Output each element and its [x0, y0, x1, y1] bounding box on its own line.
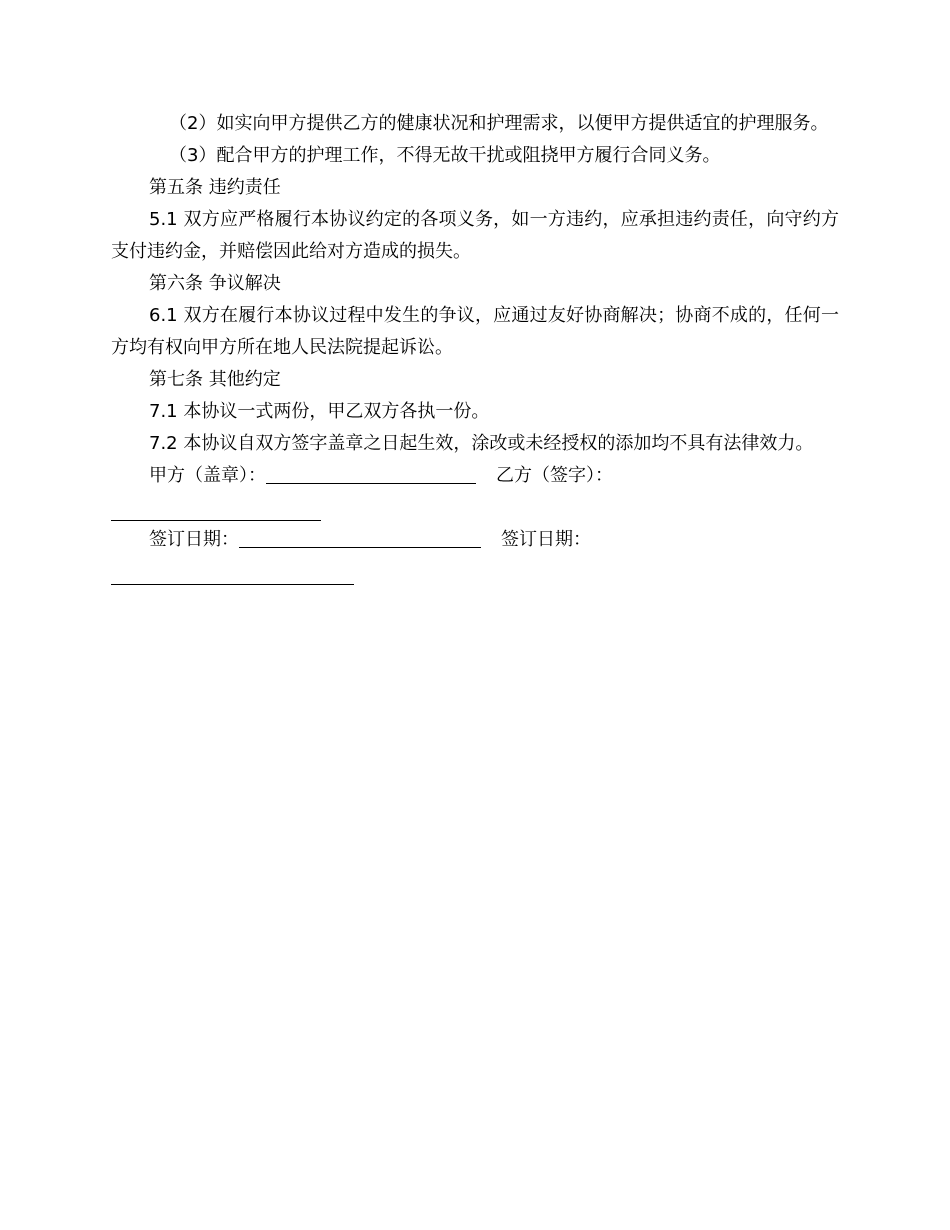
article-6-heading: 第六条 争议解决	[149, 273, 281, 294]
obligation-item-2: （2）如实向甲方提供乙方的健康状况和护理需求，以便甲方提供适宜的护理服务。	[169, 113, 829, 134]
date-b-blank[interactable]	[111, 564, 354, 585]
party-a-seal-label: 甲方（盖章）：	[149, 465, 266, 486]
party-b-signature-label: 乙方（签字）：	[496, 465, 613, 486]
article-7-heading: 第七条 其他约定	[149, 369, 281, 390]
party-b-signature-blank[interactable]	[111, 500, 321, 521]
date-a-blank[interactable]	[239, 527, 481, 548]
article-5-heading: 第五条 违约责任	[149, 177, 281, 198]
date-b-label: 签订日期：	[501, 529, 591, 550]
clause-5-1: 5.1 双方应严格履行本协议约定的各项义务，如一方违约，应承担违约责任，向守约方支付违约金，并赔偿因此给对方造成的损失。	[111, 209, 839, 262]
clause-7-2: 7.2 本协议自双方签字盖章之日起生效，涂改或未经授权的添加均不具有法律效力。	[149, 433, 814, 454]
clause-6-1: 6.1 双方在履行本协议过程中发生的争议，应通过友好协商解决；协商不成的，任何一方均有权向甲方所在地人民法院提起诉讼。	[111, 305, 839, 358]
party-b-signature-row	[111, 492, 839, 524]
document-body	[111, 108, 839, 588]
party-signature-row	[111, 460, 839, 492]
obligation-item-3: （3）配合甲方的护理工作，不得无故干扰或阻挠甲方履行合同义务。	[169, 145, 721, 166]
clause-7-1: 7.1 本协议一式两份，甲乙双方各执一份。	[149, 401, 490, 422]
date-signature-row	[111, 524, 839, 556]
date-a-label: 签订日期：	[149, 529, 239, 550]
date-b-row	[111, 556, 839, 588]
party-a-seal-blank[interactable]	[266, 463, 476, 484]
